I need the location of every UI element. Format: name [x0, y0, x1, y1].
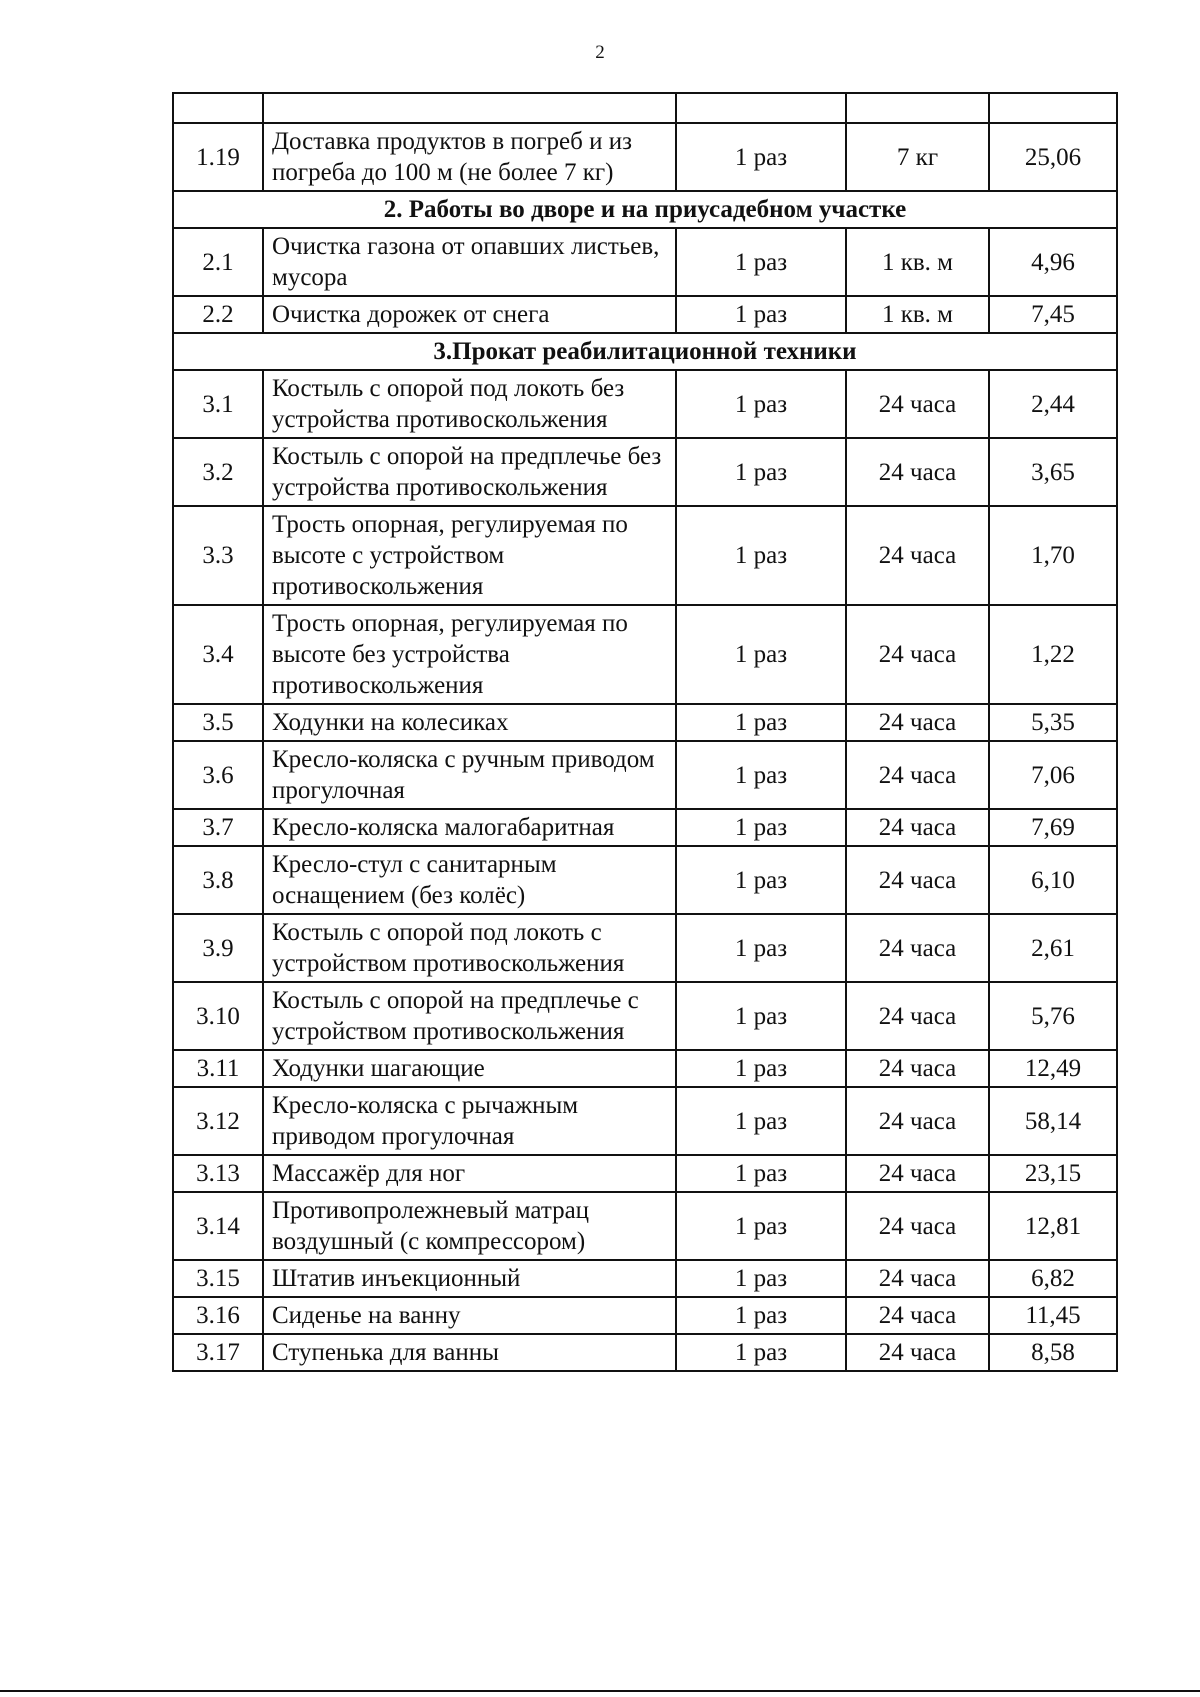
item-name-cell: Костыль с опорой под локоть с устройством противоскольжения [263, 914, 676, 982]
item-number-cell: 3.5 [173, 704, 263, 741]
item-unit-cell: 24 часа [846, 1334, 989, 1371]
item-number-cell: 3.12 [173, 1087, 263, 1155]
item-unit-cell: 24 часа [846, 1260, 989, 1297]
item-count-cell: 1 раз [676, 741, 846, 809]
item-count-cell: 1 раз [676, 1260, 846, 1297]
item-number-cell: 3.11 [173, 1050, 263, 1087]
table-row [173, 123, 1117, 191]
item-count-cell: 1 раз [676, 1050, 846, 1087]
item-name-cell: Сиденье на ванну [263, 1297, 676, 1334]
item-price-cell: 7,45 [989, 296, 1117, 333]
item-price-cell: 12,49 [989, 1050, 1117, 1087]
item-count-cell: 1 раз [676, 370, 846, 438]
item-count-cell: 1 раз [676, 1192, 846, 1260]
item-price-cell: 6,10 [989, 846, 1117, 914]
item-count-cell: 1 раз [676, 228, 846, 296]
table-row [173, 1087, 1117, 1155]
item-name-cell: Очистка газона от опавших листьев, мусора [263, 228, 676, 296]
item-number-cell: 3.3 [173, 506, 263, 605]
table-row [173, 1260, 1117, 1297]
item-number-cell: 3.1 [173, 370, 263, 438]
item-name-cell: Доставка продуктов в погреб и из погреба до 100 м (не более 7 кг) [263, 123, 676, 191]
item-number-cell: 3.13 [173, 1155, 263, 1192]
item-count-cell: 1 раз [676, 1087, 846, 1155]
table-row [173, 605, 1117, 704]
table-row [173, 1050, 1117, 1087]
item-name-cell: Трость опорная, регулируемая по высоте с устройством противоскольжения [263, 506, 676, 605]
item-number-cell: 3.7 [173, 809, 263, 846]
item-unit-cell: 24 часа [846, 370, 989, 438]
item-number-cell: 3.15 [173, 1260, 263, 1297]
item-number-cell: 2.2 [173, 296, 263, 333]
item-unit-cell: 24 часа [846, 1192, 989, 1260]
item-unit-cell: 24 часа [846, 704, 989, 741]
table-row [173, 704, 1117, 741]
item-unit-cell: 24 часа [846, 605, 989, 704]
item-name-cell: Костыль с опорой под локоть без устройства противоскольжения [263, 370, 676, 438]
section-row [173, 333, 1117, 370]
item-count-cell: 1 раз [676, 506, 846, 605]
item-price-cell: 7,69 [989, 809, 1117, 846]
page-number: 2 [595, 42, 605, 63]
table-row [173, 296, 1117, 333]
table-row [173, 1155, 1117, 1192]
item-number-cell: 3.2 [173, 438, 263, 506]
item-name-cell: Очистка дорожек от снега [263, 296, 676, 333]
table-row [173, 846, 1117, 914]
item-price-cell: 2,44 [989, 370, 1117, 438]
table-body [173, 93, 1117, 1371]
item-name-cell: Кресло-стул с санитарным оснащением (без колёс) [263, 846, 676, 914]
item-count-cell: 1 раз [676, 809, 846, 846]
item-name-cell: Трость опорная, регулируемая по высоте без устройства противоскольжения [263, 605, 676, 704]
header-spacer-row [173, 93, 1117, 123]
item-unit-cell: 24 часа [846, 982, 989, 1050]
empty-cell [676, 93, 846, 123]
item-number-cell: 3.6 [173, 741, 263, 809]
table-row [173, 438, 1117, 506]
table-row [173, 741, 1117, 809]
item-name-cell: Кресло-коляска малогабаритная [263, 809, 676, 846]
section-row [173, 191, 1117, 228]
item-unit-cell: 24 часа [846, 1087, 989, 1155]
section-heading: 2. Работы во дворе и на приусадебном участке [173, 191, 1117, 228]
table-row [173, 370, 1117, 438]
item-number-cell: 3.8 [173, 846, 263, 914]
item-price-cell: 6,82 [989, 1260, 1117, 1297]
item-number-cell: 3.16 [173, 1297, 263, 1334]
empty-cell [263, 93, 676, 123]
item-unit-cell: 24 часа [846, 741, 989, 809]
item-name-cell: Ходунки на колесиках [263, 704, 676, 741]
bottom-rule [0, 1690, 1200, 1692]
item-price-cell: 1,22 [989, 605, 1117, 704]
item-number-cell: 3.14 [173, 1192, 263, 1260]
item-name-cell: Кресло-коляска с ручным приводом прогулочная [263, 741, 676, 809]
section-heading: 3.Прокат реабилитационной техники [173, 333, 1117, 370]
item-count-cell: 1 раз [676, 605, 846, 704]
item-name-cell: Костыль с опорой на предплечье без устройства противоскольжения [263, 438, 676, 506]
item-price-cell: 2,61 [989, 914, 1117, 982]
item-number-cell: 3.10 [173, 982, 263, 1050]
item-count-cell: 1 раз [676, 296, 846, 333]
table-row [173, 914, 1117, 982]
table-row [173, 1297, 1117, 1334]
item-name-cell: Массажёр для ног [263, 1155, 676, 1192]
table-row [173, 809, 1117, 846]
item-name-cell: Кресло-коляска с рычажным приводом прогулочная [263, 1087, 676, 1155]
item-unit-cell: 24 часа [846, 1050, 989, 1087]
item-count-cell: 1 раз [676, 1297, 846, 1334]
item-name-cell: Противопролежневый матрац воздушный (с компрессором) [263, 1192, 676, 1260]
item-unit-cell: 1 кв. м [846, 296, 989, 333]
table-row [173, 228, 1117, 296]
item-price-cell: 25,06 [989, 123, 1117, 191]
item-count-cell: 1 раз [676, 704, 846, 741]
item-number-cell: 1.19 [173, 123, 263, 191]
table-row [173, 1192, 1117, 1260]
item-count-cell: 1 раз [676, 1155, 846, 1192]
item-unit-cell: 24 часа [846, 809, 989, 846]
item-price-cell: 4,96 [989, 228, 1117, 296]
item-unit-cell: 24 часа [846, 1155, 989, 1192]
table-row [173, 506, 1117, 605]
item-name-cell: Костыль с опорой на предплечье с устройством противоскольжения [263, 982, 676, 1050]
item-name-cell: Ходунки шагающие [263, 1050, 676, 1087]
item-unit-cell: 24 часа [846, 1297, 989, 1334]
item-count-cell: 1 раз [676, 438, 846, 506]
item-price-cell: 7,06 [989, 741, 1117, 809]
item-count-cell: 1 раз [676, 982, 846, 1050]
table-row [173, 1334, 1117, 1371]
item-unit-cell: 24 часа [846, 506, 989, 605]
empty-cell [846, 93, 989, 123]
item-name-cell: Ступенька для ванны [263, 1334, 676, 1371]
item-price-cell: 5,35 [989, 704, 1117, 741]
item-unit-cell: 24 часа [846, 914, 989, 982]
item-count-cell: 1 раз [676, 123, 846, 191]
item-price-cell: 23,15 [989, 1155, 1117, 1192]
item-unit-cell: 7 кг [846, 123, 989, 191]
item-name-cell: Штатив инъекционный [263, 1260, 676, 1297]
empty-cell [173, 93, 263, 123]
price-table [172, 92, 1118, 1372]
item-price-cell: 58,14 [989, 1087, 1117, 1155]
item-price-cell: 12,81 [989, 1192, 1117, 1260]
item-count-cell: 1 раз [676, 846, 846, 914]
item-number-cell: 2.1 [173, 228, 263, 296]
item-count-cell: 1 раз [676, 914, 846, 982]
item-number-cell: 3.17 [173, 1334, 263, 1371]
item-unit-cell: 1 кв. м [846, 228, 989, 296]
item-unit-cell: 24 часа [846, 438, 989, 506]
item-number-cell: 3.4 [173, 605, 263, 704]
empty-cell [989, 93, 1117, 123]
item-price-cell: 1,70 [989, 506, 1117, 605]
item-price-cell: 8,58 [989, 1334, 1117, 1371]
item-unit-cell: 24 часа [846, 846, 989, 914]
item-number-cell: 3.9 [173, 914, 263, 982]
table-row [173, 982, 1117, 1050]
item-price-cell: 11,45 [989, 1297, 1117, 1334]
item-price-cell: 5,76 [989, 982, 1117, 1050]
item-count-cell: 1 раз [676, 1334, 846, 1371]
item-price-cell: 3,65 [989, 438, 1117, 506]
